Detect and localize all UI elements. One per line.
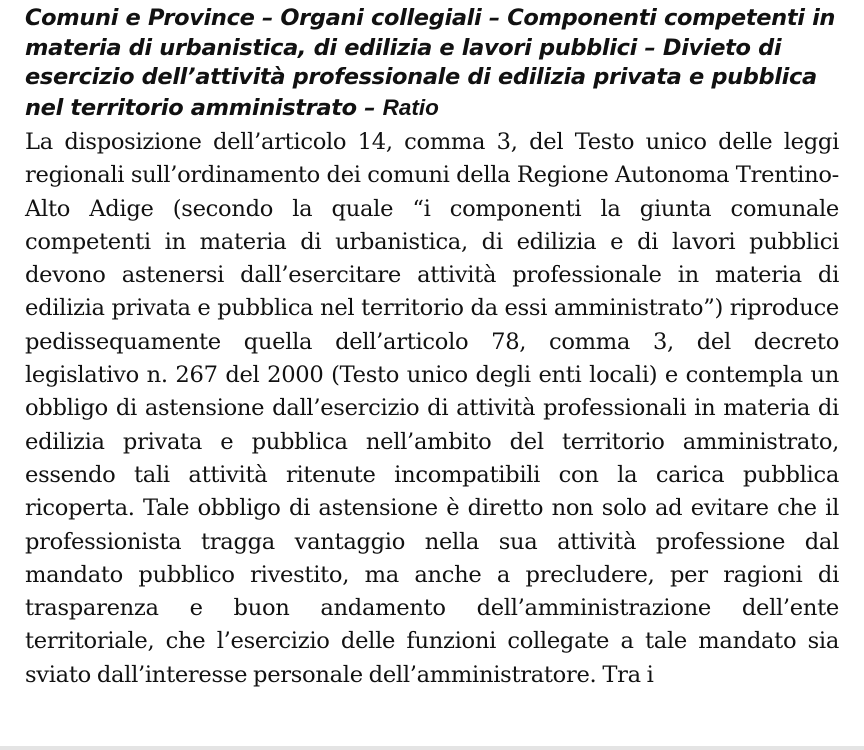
section-heading [25, 4, 839, 123]
heading-ratio: Ratio [382, 94, 439, 120]
heading-text: Comuni e Province – Organi collegiali – Componenti competenti in materia di urbanistica, di edilizia e lavori pubblici – Divieto di esercizio dell’attività professionale di edilizia privata e pubblica nel territorio amministrato – [25, 5, 836, 121]
body-paragraph: La disposizione dell’articolo 14, comma 3, del Testo unico delle leggi regionali sull’ordinamento dei comuni della Regione Autonoma Trentino-Alto Adige (secondo la quale “i componenti la giunta comunale competenti in materia di urbanistica, di edilizia e di lavori pubblici devono astenersi dall’esercitare attività professionale in materia di edilizia privata e pubblica nel territorio da essi amministrato”) riproduce pedissequamente quella dell’articolo 78, comma 3, del decreto legislativo n. 267 del 2000 (Testo unico degli enti locali) e contempla un obbligo di astensione dall’esercizio di attività professionali in materia di edilizia privata e pubblica nell’ambito del territorio amministrato, essendo tali attività ritenute incompatibili con la carica pubblica ricoperta. Tale obbligo di astensione è diretto non solo ad evitare che il professionista tragga vantaggio nella sua attività professione dal mandato pubblico rivestito, ma anche a precludere, per ragioni di trasparenza e buon andamento dell’amministrazione dell’ente territoriale, che l’esercizio delle funzioni collegate a tale mandato sia sviato dall’interesse personale dell’amministratore. Tra i [25, 129, 839, 688]
document-page [25, 4, 839, 692]
page-bottom-edge [0, 746, 864, 750]
